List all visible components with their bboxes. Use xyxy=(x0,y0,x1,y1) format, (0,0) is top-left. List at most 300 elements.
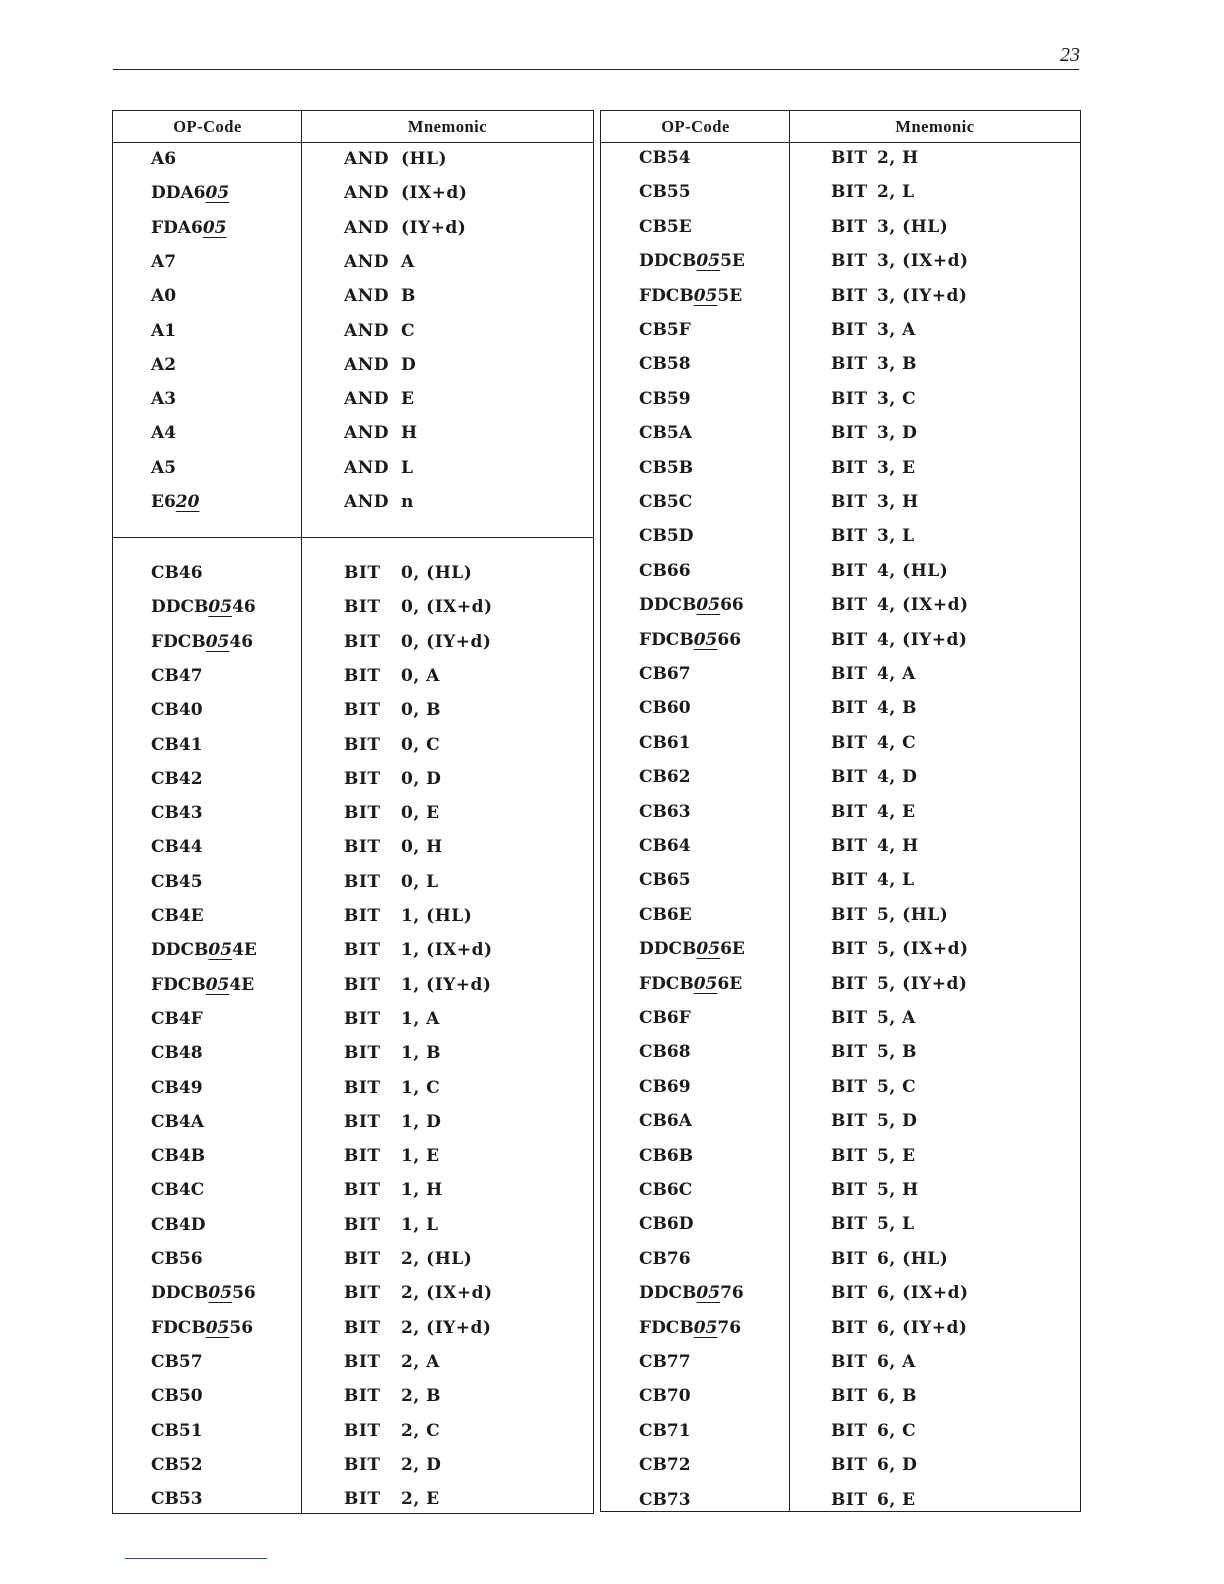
mnemonic-operand: 5, H xyxy=(877,1180,919,1200)
opcode-cell xyxy=(639,418,692,448)
opcode-cell xyxy=(151,247,176,277)
mnemonic-instruction: BIT xyxy=(344,1043,381,1064)
mnemonic-instruction: BIT xyxy=(344,837,381,858)
table-row xyxy=(113,144,593,174)
mnemonic-instruction: BIT xyxy=(831,939,868,960)
mnemonic-instruction: BIT xyxy=(831,1042,868,1063)
mnemonic-instruction: BIT xyxy=(831,595,868,616)
mnemonic-instruction: AND xyxy=(344,149,389,169)
table-row xyxy=(601,487,1080,517)
header-rule xyxy=(113,69,1079,70)
opcode-cell xyxy=(639,315,691,345)
opcode-cell xyxy=(639,556,691,586)
table-row xyxy=(113,867,593,897)
table-row xyxy=(601,315,1080,345)
table-row xyxy=(601,1175,1080,1205)
opcode-prefix: CB47 xyxy=(151,665,203,686)
opcode-cell xyxy=(639,1003,691,1033)
mnemonic-operand: 5, D xyxy=(877,1111,918,1132)
mnemonic-instruction: BIT xyxy=(831,1180,868,1200)
mnemonic-operand: 2, (HL) xyxy=(401,1249,473,1269)
opcode-cell xyxy=(639,934,745,964)
opcode-cell xyxy=(639,865,691,895)
mnemonic-operand: 0, D xyxy=(401,768,442,789)
opcode-cell xyxy=(639,1072,691,1102)
opcode-prefix: CB71 xyxy=(639,1420,691,1441)
opcode-cell xyxy=(151,1141,205,1171)
mnemonic-operand: 5, (HL) xyxy=(877,904,949,925)
opcode-cell xyxy=(639,143,691,173)
table-row xyxy=(601,212,1080,242)
mnemonic-operand: (IY+d) xyxy=(401,217,467,238)
mnemonic-operand: 6, C xyxy=(877,1420,917,1441)
opcode-suffix: 6E xyxy=(720,939,745,960)
opcode-cell xyxy=(151,1107,204,1137)
mnemonic-operand: L xyxy=(401,457,414,478)
opcode-prefix: CB60 xyxy=(639,698,691,719)
table-row xyxy=(601,590,1080,620)
opcode-cell xyxy=(151,695,203,725)
mnemonic-operand: H xyxy=(401,423,418,444)
mnemonic-operand: 3, B xyxy=(877,354,918,375)
opcode-displacement: 05 xyxy=(693,1317,718,1338)
table-row xyxy=(601,659,1080,689)
opcode-cell xyxy=(151,213,227,243)
opcode-prefix: CB40 xyxy=(151,700,203,721)
table-row xyxy=(601,556,1080,586)
opcode-displacement: 05 xyxy=(696,939,721,960)
opcode-cell xyxy=(151,316,176,346)
table-row xyxy=(113,764,593,794)
mnemonic-instruction: BIT xyxy=(344,1283,381,1304)
table-row xyxy=(113,487,593,517)
opcode-cell xyxy=(151,661,203,691)
mnemonic-operand: E xyxy=(401,389,415,410)
opcode-prefix: CB5A xyxy=(639,423,692,444)
mnemonic-operand: 0, C xyxy=(401,734,441,755)
opcode-prefix: CB53 xyxy=(151,1489,203,1510)
footnote-rule xyxy=(125,1558,267,1559)
mnemonic-instruction: AND xyxy=(344,423,389,444)
opcode-prefix: A7 xyxy=(151,251,177,272)
opcode-cell xyxy=(639,177,691,207)
opcode-table-left xyxy=(112,110,594,1514)
mnemonic-instruction: AND xyxy=(344,251,389,272)
opcode-displacement: 05 xyxy=(693,629,718,650)
opcode-prefix: CB44 xyxy=(151,837,203,858)
mnemonic-instruction: AND xyxy=(344,183,389,204)
table-row xyxy=(601,1450,1080,1480)
opcode-prefix: FDCB xyxy=(639,1317,694,1338)
table-row xyxy=(601,1313,1080,1343)
mnemonic-operand: 3, C xyxy=(877,388,917,409)
opcode-prefix: CB56 xyxy=(151,1249,203,1269)
mnemonic-instruction: BIT xyxy=(831,423,868,444)
opcode-cell xyxy=(639,212,692,242)
mnemonic-operand: 5, E xyxy=(877,1145,916,1166)
opcode-prefix: CB41 xyxy=(151,734,203,755)
table-row xyxy=(601,865,1080,895)
table-row xyxy=(601,1347,1080,1377)
mnemonic-operand: 4, (IX+d) xyxy=(877,595,969,616)
mnemonic-instruction: BIT xyxy=(344,1454,381,1475)
opcode-prefix: CB4C xyxy=(151,1180,205,1201)
mnemonic-instruction: BIT xyxy=(831,457,868,478)
opcode-prefix: CB62 xyxy=(639,767,691,788)
table-row xyxy=(601,246,1080,276)
table-row xyxy=(113,1141,593,1171)
table-row xyxy=(113,178,593,208)
table-row xyxy=(601,1244,1080,1274)
table-row xyxy=(113,1484,593,1514)
opcode-displacement: 05 xyxy=(202,217,227,238)
opcode-prefix: FDCB xyxy=(639,285,694,306)
mnemonic-operand: 0, E xyxy=(401,803,440,824)
opcode-displacement: 05 xyxy=(693,285,718,306)
table-header xyxy=(113,111,593,143)
mnemonic-operand: 5, (IX+d) xyxy=(877,939,969,960)
table-row xyxy=(113,1004,593,1034)
opcode-cell xyxy=(151,627,253,657)
mnemonic-operand: B xyxy=(401,286,416,307)
opcode-suffix: 6E xyxy=(717,973,743,994)
table-row xyxy=(601,143,1080,173)
opcode-suffix: 46 xyxy=(232,597,256,618)
mnemonic-operand: 1, A xyxy=(401,1008,440,1029)
opcode-cell xyxy=(151,144,176,174)
mnemonic-instruction: BIT xyxy=(344,1180,381,1201)
opcode-column-header: OP-Code xyxy=(173,117,242,136)
table-row xyxy=(601,1278,1080,1308)
opcode-prefix: CB63 xyxy=(639,801,691,822)
table-row xyxy=(113,1210,593,1240)
mnemonic-operand: 6, E xyxy=(877,1489,916,1510)
mnemonic-operand: 4, B xyxy=(877,698,918,719)
mnemonic-column-header: Mnemonic xyxy=(895,117,975,136)
opcode-suffix: 66 xyxy=(717,629,742,650)
opcode-cell xyxy=(151,1175,204,1205)
mnemonic-operand: 6, D xyxy=(877,1455,918,1476)
table-row xyxy=(113,695,593,725)
opcode-cell xyxy=(151,1484,203,1514)
table-row xyxy=(113,1107,593,1137)
mnemonic-instruction: BIT xyxy=(831,1248,868,1269)
table-row xyxy=(113,1038,593,1068)
mnemonic-operand: 4, (IY+d) xyxy=(877,629,968,650)
mnemonic-instruction: BIT xyxy=(831,664,868,684)
mnemonic-instruction: BIT xyxy=(344,768,381,789)
opcode-cell xyxy=(151,1038,203,1068)
opcode-prefix: A3 xyxy=(151,389,177,410)
table-row xyxy=(113,316,593,346)
opcode-cell xyxy=(151,764,203,794)
mnemonic-instruction: BIT xyxy=(831,148,868,168)
opcode-cell xyxy=(151,558,203,588)
opcode-prefix: CB55 xyxy=(639,182,691,203)
opcode-suffix: 76 xyxy=(720,1283,744,1304)
mnemonic-operand: 1, (HL) xyxy=(401,906,473,926)
mnemonic-operand: 5, B xyxy=(877,1042,918,1063)
table-row xyxy=(601,934,1080,964)
opcode-prefix: CB5E xyxy=(639,216,692,237)
opcode-cell xyxy=(151,1073,203,1103)
table-row xyxy=(113,213,593,243)
mnemonic-operand: 4, D xyxy=(877,767,918,788)
table-row xyxy=(601,177,1080,207)
opcode-prefix: CB52 xyxy=(151,1454,203,1475)
opcode-cell xyxy=(151,832,203,862)
mnemonic-instruction: BIT xyxy=(831,1111,868,1132)
mnemonic-column-header: Mnemonic xyxy=(407,117,488,136)
mnemonic-instruction: BIT xyxy=(831,354,868,375)
mnemonic-operand: (IX+d) xyxy=(401,183,468,204)
mnemonic-instruction: BIT xyxy=(831,973,868,994)
opcode-prefix: CB4E xyxy=(151,906,204,926)
opcode-cell xyxy=(151,418,176,448)
opcode-prefix: DDCB xyxy=(151,940,209,961)
mnemonic-operand: 2, (IY+d) xyxy=(401,1317,492,1338)
table-row xyxy=(601,1381,1080,1411)
opcode-prefix: DDA6 xyxy=(151,183,206,204)
opcode-cell xyxy=(639,969,742,999)
mnemonic-operand: 3, A xyxy=(877,320,916,340)
opcode-cell xyxy=(639,384,691,414)
opcode-cell xyxy=(639,590,744,620)
opcode-prefix: CB58 xyxy=(639,354,691,375)
mnemonic-instruction: BIT xyxy=(831,1352,868,1372)
mnemonic-operand: 3, E xyxy=(877,457,916,478)
mnemonic-operand: 4, E xyxy=(877,801,916,822)
opcode-cell xyxy=(639,728,691,758)
table-row xyxy=(601,384,1080,414)
opcode-cell xyxy=(151,487,199,517)
mnemonic-instruction: BIT xyxy=(344,631,381,652)
opcode-cell xyxy=(151,384,176,414)
mnemonic-instruction: BIT xyxy=(831,388,868,409)
mnemonic-operand: 6, (IY+d) xyxy=(877,1317,968,1338)
opcode-cell xyxy=(639,1037,691,1067)
mnemonic-operand: 2, E xyxy=(401,1489,440,1510)
mnemonic-instruction: BIT xyxy=(831,285,868,306)
opcode-cell xyxy=(151,901,204,931)
table-row xyxy=(113,350,593,380)
opcode-prefix: CB6C xyxy=(639,1180,693,1200)
opcode-cell xyxy=(639,625,741,655)
mnemonic-instruction: BIT xyxy=(831,1283,868,1304)
mnemonic-instruction: BIT xyxy=(344,940,381,961)
table-row xyxy=(113,281,593,311)
opcode-prefix: CB6F xyxy=(639,1008,691,1028)
opcode-cell xyxy=(639,281,742,311)
table-row xyxy=(113,1416,593,1446)
table-row xyxy=(601,728,1080,758)
opcode-displacement: 05 xyxy=(208,1283,233,1304)
mnemonic-instruction: BIT xyxy=(344,1146,381,1167)
opcode-cell xyxy=(639,1347,691,1377)
mnemonic-instruction: BIT xyxy=(344,803,381,824)
opcode-cell xyxy=(639,1278,744,1308)
opcode-prefix: CB46 xyxy=(151,563,203,583)
opcode-prefix: CB59 xyxy=(639,388,691,409)
opcode-cell xyxy=(151,1381,203,1411)
mnemonic-operand: 2, H xyxy=(877,148,919,168)
table-row xyxy=(601,969,1080,999)
table-row xyxy=(601,1003,1080,1033)
table-row xyxy=(601,453,1080,483)
mnemonic-operand: 3, L xyxy=(877,526,915,547)
mnemonic-instruction: BIT xyxy=(831,320,868,340)
opcode-cell xyxy=(639,1141,693,1171)
mnemonic-instruction: AND xyxy=(344,492,389,512)
table-header xyxy=(601,111,1080,143)
mnemonic-instruction: AND xyxy=(344,286,389,307)
mnemonic-operand: 1, (IX+d) xyxy=(401,940,493,961)
mnemonic-operand: 0, (IY+d) xyxy=(401,631,492,652)
table-row xyxy=(113,627,593,657)
opcode-column-header: OP-Code xyxy=(661,117,730,136)
mnemonic-operand: 6, (IX+d) xyxy=(877,1283,969,1304)
opcode-prefix: CB5F xyxy=(639,320,691,340)
mnemonic-instruction: AND xyxy=(344,457,389,478)
table-row xyxy=(113,832,593,862)
opcode-prefix: CB5C xyxy=(639,492,693,512)
opcode-suffix: 56 xyxy=(232,1283,256,1304)
opcode-prefix: CB73 xyxy=(639,1489,691,1510)
mnemonic-operand: 4, A xyxy=(877,664,916,684)
table-row xyxy=(113,1175,593,1205)
mnemonic-operand: 3, (IX+d) xyxy=(877,251,969,272)
mnemonic-instruction: BIT xyxy=(831,1317,868,1338)
mnemonic-instruction: BIT xyxy=(831,1386,868,1407)
mnemonic-instruction: BIT xyxy=(344,974,381,995)
mnemonic-instruction: BIT xyxy=(831,1455,868,1476)
table-row xyxy=(601,521,1080,551)
opcode-prefix: FDCB xyxy=(151,631,206,652)
opcode-cell xyxy=(151,935,257,965)
table-row xyxy=(113,1313,593,1343)
mnemonic-instruction: BIT xyxy=(344,1386,381,1407)
mnemonic-instruction: BIT xyxy=(344,1008,381,1029)
opcode-displacement: 05 xyxy=(205,183,230,204)
mnemonic-instruction: BIT xyxy=(344,665,381,686)
opcode-cell xyxy=(151,1313,253,1343)
mnemonic-instruction: BIT xyxy=(344,700,381,721)
table-row xyxy=(601,625,1080,655)
table-row xyxy=(113,1278,593,1308)
opcode-prefix: DDCB xyxy=(151,1283,209,1304)
opcode-prefix: CB50 xyxy=(151,1386,203,1407)
mnemonic-operand: 6, B xyxy=(877,1386,918,1407)
opcode-cell xyxy=(639,1244,691,1274)
opcode-prefix: CB64 xyxy=(639,836,691,856)
mnemonic-instruction: BIT xyxy=(831,182,868,203)
table-row xyxy=(113,418,593,448)
opcode-suffix: 66 xyxy=(720,595,744,616)
mnemonic-operand: 5, C xyxy=(877,1076,917,1097)
opcode-cell xyxy=(639,1381,691,1411)
table-row xyxy=(601,281,1080,311)
opcode-displacement: 05 xyxy=(693,973,718,994)
opcode-cell xyxy=(151,350,176,380)
table-row xyxy=(601,418,1080,448)
opcode-cell xyxy=(639,1175,692,1205)
mnemonic-operand: 2, C xyxy=(401,1420,441,1441)
opcode-prefix: A5 xyxy=(151,457,177,478)
opcode-prefix: DDCB xyxy=(639,595,697,616)
opcode-prefix: DDCB xyxy=(639,939,697,960)
mnemonic-operand: 0, A xyxy=(401,665,440,686)
opcode-prefix: CB6E xyxy=(639,904,692,925)
mnemonic-instruction: BIT xyxy=(831,1489,868,1510)
table-row xyxy=(113,970,593,1000)
opcode-prefix: CB49 xyxy=(151,1077,203,1098)
mnemonic-instruction: BIT xyxy=(831,732,868,753)
opcode-prefix: A6 xyxy=(151,149,177,169)
mnemonic-instruction: BIT xyxy=(831,767,868,788)
opcode-prefix: CB4A xyxy=(151,1111,204,1132)
mnemonic-operand: 1, E xyxy=(401,1146,440,1167)
mnemonic-operand: D xyxy=(401,354,417,375)
table-row xyxy=(601,1037,1080,1067)
opcode-prefix: A2 xyxy=(151,354,177,375)
opcode-displacement: 05 xyxy=(208,940,233,961)
opcode-prefix: A0 xyxy=(151,286,177,307)
mnemonic-operand: 1, B xyxy=(401,1043,442,1064)
mnemonic-operand: 0, (HL) xyxy=(401,563,473,583)
opcode-prefix: CB54 xyxy=(639,148,691,168)
mnemonic-operand: 1, C xyxy=(401,1077,441,1098)
opcode-prefix: CB5D xyxy=(639,526,694,547)
opcode-cell xyxy=(639,659,691,689)
mnemonic-instruction: BIT xyxy=(831,492,868,512)
opcode-prefix: CB6A xyxy=(639,1111,692,1132)
opcode-cell xyxy=(639,349,691,379)
opcode-cell xyxy=(639,797,691,827)
opcode-prefix: CB66 xyxy=(639,560,691,581)
table-row xyxy=(113,1347,593,1377)
table-row xyxy=(113,1450,593,1480)
table-row xyxy=(113,453,593,483)
mnemonic-operand: C xyxy=(401,320,416,341)
table-row xyxy=(601,900,1080,930)
mnemonic-instruction: BIT xyxy=(831,904,868,925)
table-row xyxy=(113,384,593,414)
table-row xyxy=(601,762,1080,792)
opcode-prefix: CB68 xyxy=(639,1042,691,1063)
opcode-suffix: 4E xyxy=(232,940,257,961)
opcode-prefix: CB48 xyxy=(151,1043,203,1064)
mnemonic-instruction: AND xyxy=(344,354,389,375)
opcode-prefix: CB61 xyxy=(639,732,691,753)
mnemonic-instruction: BIT xyxy=(831,560,868,581)
opcode-cell xyxy=(639,831,691,861)
opcode-displacement: 05 xyxy=(205,974,230,995)
mnemonic-operand: 5, L xyxy=(877,1214,915,1235)
mnemonic-operand: (HL) xyxy=(401,149,448,169)
mnemonic-instruction: BIT xyxy=(831,698,868,719)
opcode-prefix: CB51 xyxy=(151,1420,203,1441)
table-row xyxy=(601,797,1080,827)
mnemonic-operand: 4, (HL) xyxy=(877,560,949,581)
opcode-cell xyxy=(151,970,254,1000)
opcode-suffix: 76 xyxy=(717,1317,742,1338)
mnemonic-instruction: BIT xyxy=(344,563,381,583)
table-row xyxy=(601,1072,1080,1102)
opcode-suffix: 46 xyxy=(229,631,254,652)
table-row xyxy=(113,592,593,622)
mnemonic-operand: 0, H xyxy=(401,837,443,858)
table-row xyxy=(113,1244,593,1274)
